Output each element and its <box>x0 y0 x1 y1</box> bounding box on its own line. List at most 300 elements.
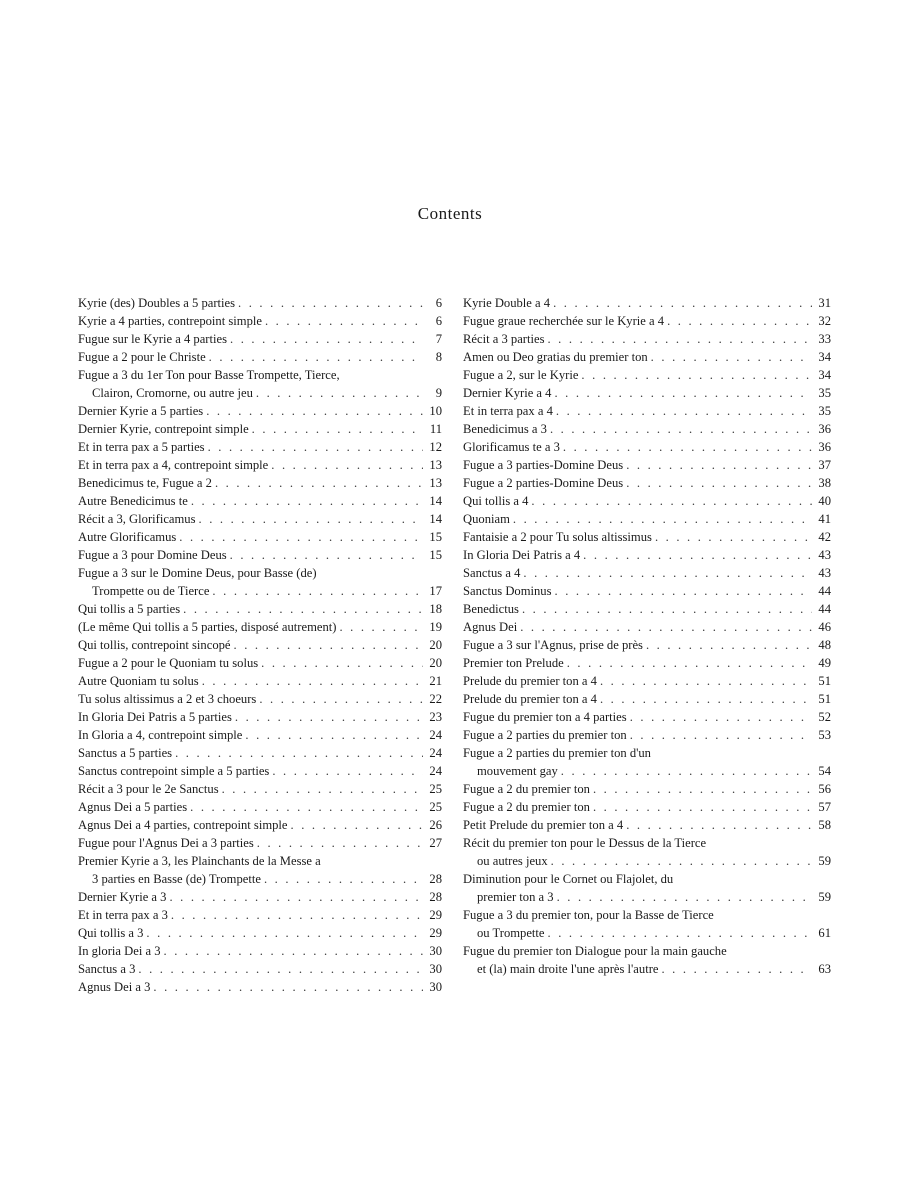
toc-page-number: 21 <box>429 674 442 688</box>
toc-entry <box>463 798 831 816</box>
toc-entry-title: Sanctus a 3 <box>78 962 136 976</box>
toc-entry-title: Fugue du premier ton Dialogue pour la main gauche <box>463 944 727 958</box>
toc-entry-title: Glorificamus te a 3 <box>463 440 560 454</box>
toc-entry-line <box>78 528 442 546</box>
toc-entry <box>463 870 831 906</box>
dot-leader <box>630 708 812 726</box>
toc-page-number: 8 <box>435 350 442 364</box>
toc-entry-title: Benedicimus te, Fugue a 2 <box>78 476 212 490</box>
toc-page-number: 13 <box>429 476 442 490</box>
toc-entry-title: Kyrie (des) Doubles a 5 parties <box>78 296 236 310</box>
toc-page-number: 51 <box>818 692 831 706</box>
toc-entry-line <box>463 942 831 960</box>
toc-entry-title: Fugue du premier ton a 4 parties <box>463 710 627 724</box>
toc-entry-title: Fugue a 3 pour Domine Deus <box>78 548 227 562</box>
toc-entry <box>463 834 831 870</box>
dot-leader <box>339 618 423 636</box>
dot-leader <box>548 924 812 942</box>
dot-leader <box>557 888 812 906</box>
toc-page-number: 11 <box>429 422 442 436</box>
dot-leader <box>667 312 812 330</box>
dot-leader <box>547 330 812 348</box>
toc-entry-title: In Gloria a 4, contrepoint simple <box>78 728 243 742</box>
toc-entry-line <box>463 780 831 798</box>
toc-entry-title: Agnus Dei <box>463 620 518 634</box>
toc-entry-title: Quoniam <box>463 512 510 526</box>
dot-leader <box>561 762 812 780</box>
dot-leader <box>626 474 812 492</box>
dot-leader <box>581 366 812 384</box>
toc-entry-line <box>463 348 831 366</box>
toc-entry-line <box>463 690 831 708</box>
toc-page-number: 43 <box>818 548 831 562</box>
toc-entry-title: Fugue a 2 pour le Quoniam tu solus <box>78 656 259 670</box>
toc-entry-line <box>78 726 442 744</box>
toc-entry <box>78 708 442 726</box>
toc-page-number: 48 <box>818 638 831 652</box>
dot-leader <box>550 420 812 438</box>
toc-entry-line <box>463 546 831 564</box>
toc-entry-title: et (la) main droite l'une après l'autre <box>477 962 659 976</box>
toc-entry-title: Qui tollis a 3 <box>78 926 144 940</box>
toc-entry-line <box>78 654 442 672</box>
dot-leader <box>626 456 812 474</box>
toc-page-number: 17 <box>429 584 442 598</box>
toc-entry-line <box>78 852 442 870</box>
toc-entry-line <box>78 762 442 780</box>
dot-leader <box>257 834 423 852</box>
dot-leader <box>523 564 812 582</box>
toc-entry-line <box>463 564 831 582</box>
toc-entry <box>78 420 442 438</box>
toc-entry-line <box>78 672 442 690</box>
toc-entry-line <box>463 654 831 672</box>
toc-page-number: 54 <box>818 764 831 778</box>
toc-page-number: 58 <box>818 818 831 832</box>
dot-leader <box>626 816 812 834</box>
toc-entry-line <box>463 798 831 816</box>
toc-page-number: 53 <box>818 728 831 742</box>
dot-leader <box>630 726 812 744</box>
toc-entry-continuation <box>463 960 831 978</box>
toc-page-number: 56 <box>818 782 831 796</box>
toc-entry <box>78 600 442 618</box>
toc-entry <box>78 960 442 978</box>
toc-page-number: 61 <box>818 926 831 940</box>
toc-entry-title: Agnus Dei a 4 parties, contrepoint simple <box>78 818 288 832</box>
toc-entry-title: Et in terra pax a 4, contrepoint simple <box>78 458 269 472</box>
dot-leader <box>209 348 423 366</box>
toc-entry-line <box>78 690 442 708</box>
dot-leader <box>179 528 423 546</box>
dot-leader <box>212 582 423 600</box>
toc-entry-title: Petit Prelude du premier ton a 4 <box>463 818 624 832</box>
toc-entry-line <box>463 870 831 888</box>
toc-page-number: 63 <box>818 962 831 976</box>
toc-entry-title: Fugue pour l'Agnus Dei a 3 parties <box>78 836 254 850</box>
toc-entry-continuation <box>78 870 442 888</box>
toc-entry-line <box>463 366 831 384</box>
toc-entry-title: Autre Quoniam tu solus <box>78 674 199 688</box>
toc-entry-line <box>463 834 831 852</box>
toc-entry-title: Fugue graue recherchée sur le Kyrie a 4 <box>463 314 665 328</box>
toc-page-number: 44 <box>818 602 831 616</box>
toc-entry-title: mouvement gay <box>477 764 558 778</box>
toc-page-number: 20 <box>429 656 442 670</box>
toc-entry-title: Dernier Kyrie a 4 <box>463 386 552 400</box>
toc-entry-line <box>463 726 831 744</box>
toc-page-number: 7 <box>435 332 442 346</box>
dot-leader <box>522 600 812 618</box>
toc-page-number: 12 <box>429 440 442 454</box>
toc-entry-line <box>78 906 442 924</box>
toc-entry-title: Autre Benedicimus te <box>78 494 188 508</box>
dot-leader <box>265 312 423 330</box>
toc-page-number: 24 <box>429 746 442 760</box>
toc-entry-line <box>463 708 831 726</box>
toc-entry-line <box>78 510 442 528</box>
toc-entry-title: Fugue a 3 parties-Domine Deus <box>463 458 624 472</box>
toc-entry-line <box>78 780 442 798</box>
toc-entry-line <box>463 384 831 402</box>
toc-entry <box>78 564 442 600</box>
toc-entry-line <box>463 906 831 924</box>
toc-entry-continuation <box>463 762 831 780</box>
toc-page-number: 30 <box>429 944 442 958</box>
toc-page-number: 31 <box>818 296 831 310</box>
toc-entry-line <box>78 402 442 420</box>
toc-page-number: 43 <box>818 566 831 580</box>
toc-page-number: 22 <box>429 692 442 706</box>
dot-leader <box>513 510 812 528</box>
toc-entry-title: Qui tollis a 4 <box>463 494 529 508</box>
toc-entry-title: Trompette ou de Tierce <box>92 584 210 598</box>
toc-entry-line <box>78 366 442 384</box>
toc-entry-line <box>463 294 831 312</box>
toc-entry-line <box>78 438 442 456</box>
toc-page-number: 25 <box>429 782 442 796</box>
toc-entry-continuation <box>463 888 831 906</box>
toc-page-number: 23 <box>429 710 442 724</box>
toc-entry <box>78 798 442 816</box>
toc-page-number: 29 <box>429 926 442 940</box>
toc-page-number: 59 <box>818 854 831 868</box>
dot-leader <box>291 816 423 834</box>
dot-leader <box>531 492 812 510</box>
toc-entry-title: Dernier Kyrie a 5 parties <box>78 404 204 418</box>
toc-entry <box>78 978 442 996</box>
toc-page-number: 34 <box>818 350 831 364</box>
dot-leader <box>264 870 423 888</box>
toc-entry <box>463 330 831 348</box>
toc-entry-continuation <box>463 852 831 870</box>
dot-leader <box>259 690 423 708</box>
toc-entry-title: Amen ou Deo gratias du premier ton <box>463 350 648 364</box>
toc-entry-line <box>463 744 831 762</box>
toc-page-number: 13 <box>429 458 442 472</box>
toc-entry-title: Fugue sur le Kyrie a 4 parties <box>78 332 227 346</box>
toc-entry <box>78 456 442 474</box>
toc-entry-line <box>78 888 442 906</box>
dot-leader <box>230 546 423 564</box>
dot-leader <box>271 456 423 474</box>
toc-entry <box>78 726 442 744</box>
toc-page-number: 24 <box>429 728 442 742</box>
toc-entry-line <box>463 402 831 420</box>
toc-entry-line <box>78 330 442 348</box>
toc-entry-title: Kyrie Double a 4 <box>463 296 551 310</box>
toc-entry <box>463 636 831 654</box>
dot-leader <box>138 960 423 978</box>
toc-entry-title: Sanctus a 5 parties <box>78 746 173 760</box>
dot-leader <box>164 942 423 960</box>
toc-entry-line <box>463 582 831 600</box>
toc-entry-line <box>463 330 831 348</box>
toc-page-number: 35 <box>818 386 831 400</box>
toc-entry <box>78 546 442 564</box>
toc-entry <box>463 474 831 492</box>
toc-entry-line <box>78 636 442 654</box>
toc-entry <box>78 924 442 942</box>
toc-page-number: 34 <box>818 368 831 382</box>
dot-leader <box>235 708 423 726</box>
toc-entry-title: Fugue a 2 parties-Domine Deus <box>463 476 624 490</box>
toc-entry-title: Récit a 3 parties <box>463 332 545 346</box>
dot-leader <box>238 294 423 312</box>
toc-entry <box>463 528 831 546</box>
toc-entry-continuation <box>78 384 442 402</box>
toc-entry-title: Récit a 3, Glorificamus <box>78 512 196 526</box>
dot-leader <box>520 618 812 636</box>
toc-entry-title: In Gloria Dei Patris a 4 <box>463 548 581 562</box>
toc-entry <box>78 816 442 834</box>
toc-entry-title: Qui tollis a 5 parties <box>78 602 181 616</box>
toc-entry-line <box>463 438 831 456</box>
toc-entry <box>78 348 442 366</box>
toc-entry <box>463 384 831 402</box>
toc-entry-line <box>78 834 442 852</box>
toc-entry-title: Agnus Dei a 3 <box>78 980 151 994</box>
toc-entry <box>463 348 831 366</box>
dot-leader <box>553 294 812 312</box>
dot-leader <box>252 420 423 438</box>
dot-leader <box>175 744 423 762</box>
toc-entry <box>78 528 442 546</box>
dot-leader <box>245 726 423 744</box>
toc-entry-line <box>463 636 831 654</box>
toc-page-number: 25 <box>429 800 442 814</box>
toc-page-number: 6 <box>435 296 442 310</box>
toc-page-number: 18 <box>429 602 442 616</box>
toc-entry <box>78 330 442 348</box>
toc-entry-title: Prelude du premier ton a 4 <box>463 692 597 706</box>
toc-entry-line <box>463 420 831 438</box>
toc-entry-title: Dernier Kyrie, contrepoint simple <box>78 422 249 436</box>
dot-leader <box>215 474 423 492</box>
toc-page-number: 57 <box>818 800 831 814</box>
toc-entry-line <box>78 708 442 726</box>
toc-entry <box>463 726 831 744</box>
toc-page-number: 42 <box>818 530 831 544</box>
toc-page-number: 30 <box>429 980 442 994</box>
toc-page-number: 27 <box>429 836 442 850</box>
toc-entry <box>463 438 831 456</box>
toc-page-number: 28 <box>429 890 442 904</box>
dot-leader <box>256 384 423 402</box>
toc-entry-title: Sanctus a 4 <box>463 566 521 580</box>
dot-leader <box>646 636 812 654</box>
toc-page-number: 38 <box>818 476 831 490</box>
toc-entry <box>463 510 831 528</box>
toc-page-number: 15 <box>429 548 442 562</box>
toc-entry <box>463 672 831 690</box>
toc-entry-line <box>463 492 831 510</box>
toc-entry <box>78 474 442 492</box>
toc-page-number: 32 <box>818 314 831 328</box>
toc-entry-title: Fugue a 3 du 1er Ton pour Basse Trompette, Tierce, <box>78 368 340 382</box>
toc-entry-title: 3 parties en Basse (de) Trompette <box>92 872 261 886</box>
toc-entry <box>78 366 442 402</box>
toc-page-number: 15 <box>429 530 442 544</box>
toc-page-number: 29 <box>429 908 442 922</box>
toc-entry-line <box>78 798 442 816</box>
dot-leader <box>600 672 812 690</box>
toc-entry-line <box>78 312 442 330</box>
toc-entry <box>463 366 831 384</box>
toc-entry <box>78 762 442 780</box>
dot-leader <box>146 924 423 942</box>
toc-entry-title: premier ton a 3 <box>477 890 554 904</box>
toc-page-number: 10 <box>429 404 442 418</box>
toc-page-number: 46 <box>818 620 831 634</box>
toc-entry-title: Récit du premier ton pour le Dessus de la Tierce <box>463 836 707 850</box>
toc-entry <box>78 852 442 888</box>
toc-entry-title: Sanctus contrepoint simple a 5 parties <box>78 764 270 778</box>
toc-entry-line <box>463 456 831 474</box>
dot-leader <box>190 798 423 816</box>
toc-entry-line <box>463 816 831 834</box>
toc-entry-title: Fugue a 2 du premier ton <box>463 800 590 814</box>
toc-page-number: 36 <box>818 422 831 436</box>
toc-page-number: 14 <box>429 512 442 526</box>
toc-entry-title: Benedicimus a 3 <box>463 422 547 436</box>
toc-entry-title: Agnus Dei a 5 parties <box>78 800 188 814</box>
toc-entry-title: Fugue a 2 parties du premier ton <box>463 728 627 742</box>
toc-entry-line <box>78 924 442 942</box>
toc-entry-title: Dernier Kyrie a 3 <box>78 890 167 904</box>
toc-entry-line <box>463 528 831 546</box>
toc-entry <box>463 690 831 708</box>
toc-entry-title: Qui tollis, contrepoint sincopé <box>78 638 231 652</box>
dot-leader <box>234 636 423 654</box>
dot-leader <box>183 600 423 618</box>
toc-page-number: 26 <box>429 818 442 832</box>
dot-leader <box>208 438 423 456</box>
dot-leader <box>567 654 812 672</box>
toc-entry <box>463 402 831 420</box>
toc-entry-title: Diminution pour le Cornet ou Flajolet, du <box>463 872 674 886</box>
toc-column-left <box>78 294 442 996</box>
toc-page-number: 37 <box>818 458 831 472</box>
dot-leader <box>554 384 812 402</box>
toc-page-number: 9 <box>435 386 442 400</box>
toc-entry <box>463 600 831 618</box>
toc-entry-title: Tu solus altissimus a 2 et 3 choeurs <box>78 692 257 706</box>
dot-leader <box>555 582 812 600</box>
toc-entry-title: Fugue a 3 du premier ton, pour la Basse de Tierce <box>463 908 714 922</box>
toc-page-number: 40 <box>818 494 831 508</box>
toc-entry <box>463 618 831 636</box>
dot-leader <box>261 654 423 672</box>
dot-leader <box>272 762 423 780</box>
toc-entry-continuation <box>463 924 831 942</box>
toc-column-right <box>463 294 831 978</box>
toc-entry-line <box>78 456 442 474</box>
toc-page-number: 44 <box>818 584 831 598</box>
toc-entry <box>463 780 831 798</box>
toc-page-number: 24 <box>429 764 442 778</box>
toc-entry <box>78 672 442 690</box>
toc-entry-line <box>463 600 831 618</box>
toc-entry-title: Fugue a 2 du premier ton <box>463 782 590 796</box>
toc-entry-title: Fugue a 2, sur le Kyrie <box>463 368 579 382</box>
dot-leader <box>169 888 423 906</box>
toc-entry-line <box>463 312 831 330</box>
toc-entry <box>78 294 442 312</box>
toc-entry-title: Prelude du premier ton a 4 <box>463 674 597 688</box>
toc-entry-title: Clairon, Cromorne, ou autre jeu <box>92 386 253 400</box>
toc-entry-line <box>78 618 442 636</box>
toc-entry <box>78 402 442 420</box>
dot-leader <box>593 798 812 816</box>
toc-entry-title: Autre Glorificamus <box>78 530 177 544</box>
toc-entry-title: Et in terra pax a 4 <box>463 404 553 418</box>
toc-entry-title: Sanctus Dominus <box>463 584 552 598</box>
toc-page-number: 28 <box>429 872 442 886</box>
toc-entry-line <box>463 672 831 690</box>
toc-entry <box>78 618 442 636</box>
toc-entry <box>463 420 831 438</box>
toc-entry <box>463 708 831 726</box>
dot-leader <box>230 330 423 348</box>
toc-entry <box>463 906 831 942</box>
toc-entry <box>463 456 831 474</box>
toc-entry <box>463 744 831 780</box>
toc-entry-title: Fantaisie a 2 pour Tu solus altissimus <box>463 530 652 544</box>
toc-page-number: 49 <box>818 656 831 670</box>
toc-entry-title: Kyrie a 4 parties, contrepoint simple <box>78 314 262 328</box>
toc-page-number: 30 <box>429 962 442 976</box>
toc-entry-line <box>78 492 442 510</box>
dot-leader <box>651 348 812 366</box>
toc-entry <box>463 312 831 330</box>
toc-entry <box>78 492 442 510</box>
toc-entry-line <box>78 564 442 582</box>
toc-entry <box>463 492 831 510</box>
dot-leader <box>206 402 423 420</box>
toc-entry <box>463 546 831 564</box>
toc-entry <box>78 690 442 708</box>
toc-entry <box>463 294 831 312</box>
dot-leader <box>583 546 812 564</box>
dot-leader <box>222 780 423 798</box>
toc-page-number: 51 <box>818 674 831 688</box>
toc-entry-line <box>78 978 442 996</box>
toc-entry-title: Récit a 3 pour le 2e Sanctus <box>78 782 219 796</box>
toc-entry <box>463 942 831 978</box>
dot-leader <box>153 978 423 996</box>
toc-entry-line <box>78 474 442 492</box>
